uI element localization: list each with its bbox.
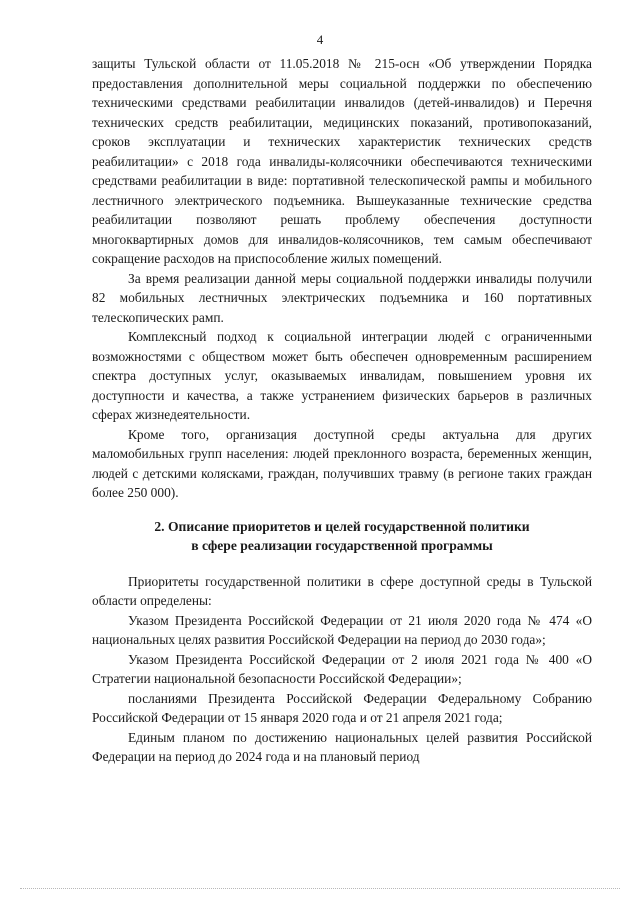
paragraph-messages: посланиями Президента Российской Федерации Федеральному Собранию Российской Федерации от 15 января 2020 года и от 21 апреля 2021 года;: [92, 690, 592, 725]
paragraph-unified-plan: Единым планом по достижению национальных целей развития Российской Федерации на период до 2024 года и на плановый период: [92, 729, 592, 764]
paragraph-continuation: защиты Тульской области от 11.05.2018 № 215-осн «Об утверждении Порядка предоставления дополнительной меры социальной поддержки по обеспечению техническими средствами реабилитации инвалидов (детей-инвалидов) и Перечня технических средств реабилитации, медицинских показаний, противопоказаний, сроков эксплуатации и технических характеристик технических средств реабилитации» с 2018 года инвалиды-колясочники обеспечиваются техническими средствами реабилитации в виде: портативной телескопической рампы и мобильного лестничного электрического подъемника. Вышеуказанные технические средства реабилитации позволяют решать проблему обеспечения доступности многоквартирных домов для инвалидов-колясочников, тем самым обеспечивают сокращение расходов на приспособление жилых помещений.: [92, 56, 592, 266]
section-heading: [92, 517, 592, 556]
paragraph-low-mobility: Кроме того, организация доступной среды актуальна для других маломобильных групп населения: людей преклонного возраста, беременных женщин, людей с детскими колясками, граждан, получивших травму (в регионе таких граждан более 250 000).: [92, 426, 592, 500]
section-heading-line-2: в сфере реализации государственной программы: [191, 538, 493, 553]
page-number: 4: [316, 32, 324, 47]
paragraph-integration: Комплексный подход к социальной интеграции людей с ограниченными возможностями с обществом может быть обеспечен одновременным расширением спектра доступных услуг, оказываемых инвалидам, повышением уровня их доступности и качества, а также устранением физических барьеров в различных сферах жизнедеятельности.: [92, 329, 592, 422]
section-heading-line-1: 2. Описание приоритетов и целей государственной политики: [154, 518, 530, 534]
paragraph-support-results: За время реализации данной меры социальной поддержки инвалиды получили 82 мобильных лестничных электрических подъемника и 160 портативных телескопических рамп.: [92, 270, 592, 325]
paragraph-priorities: Приоритеты государственной политики в сфере доступной среды в Тульской области определены:: [92, 573, 592, 608]
paragraph-decree-400: Указом Президента Российской Федерации от 2 июля 2021 года № 400 «О Стратегии национальной безопасности Российской Федерации»;: [92, 651, 592, 686]
document-body: [92, 54, 592, 767]
scan-edge-line: [20, 888, 620, 889]
paragraph-decree-474: Указом Президента Российской Федерации от 21 июля 2020 года № 474 «О национальных целях развития Российской Федерации на период до 2030 года»;: [92, 612, 592, 647]
